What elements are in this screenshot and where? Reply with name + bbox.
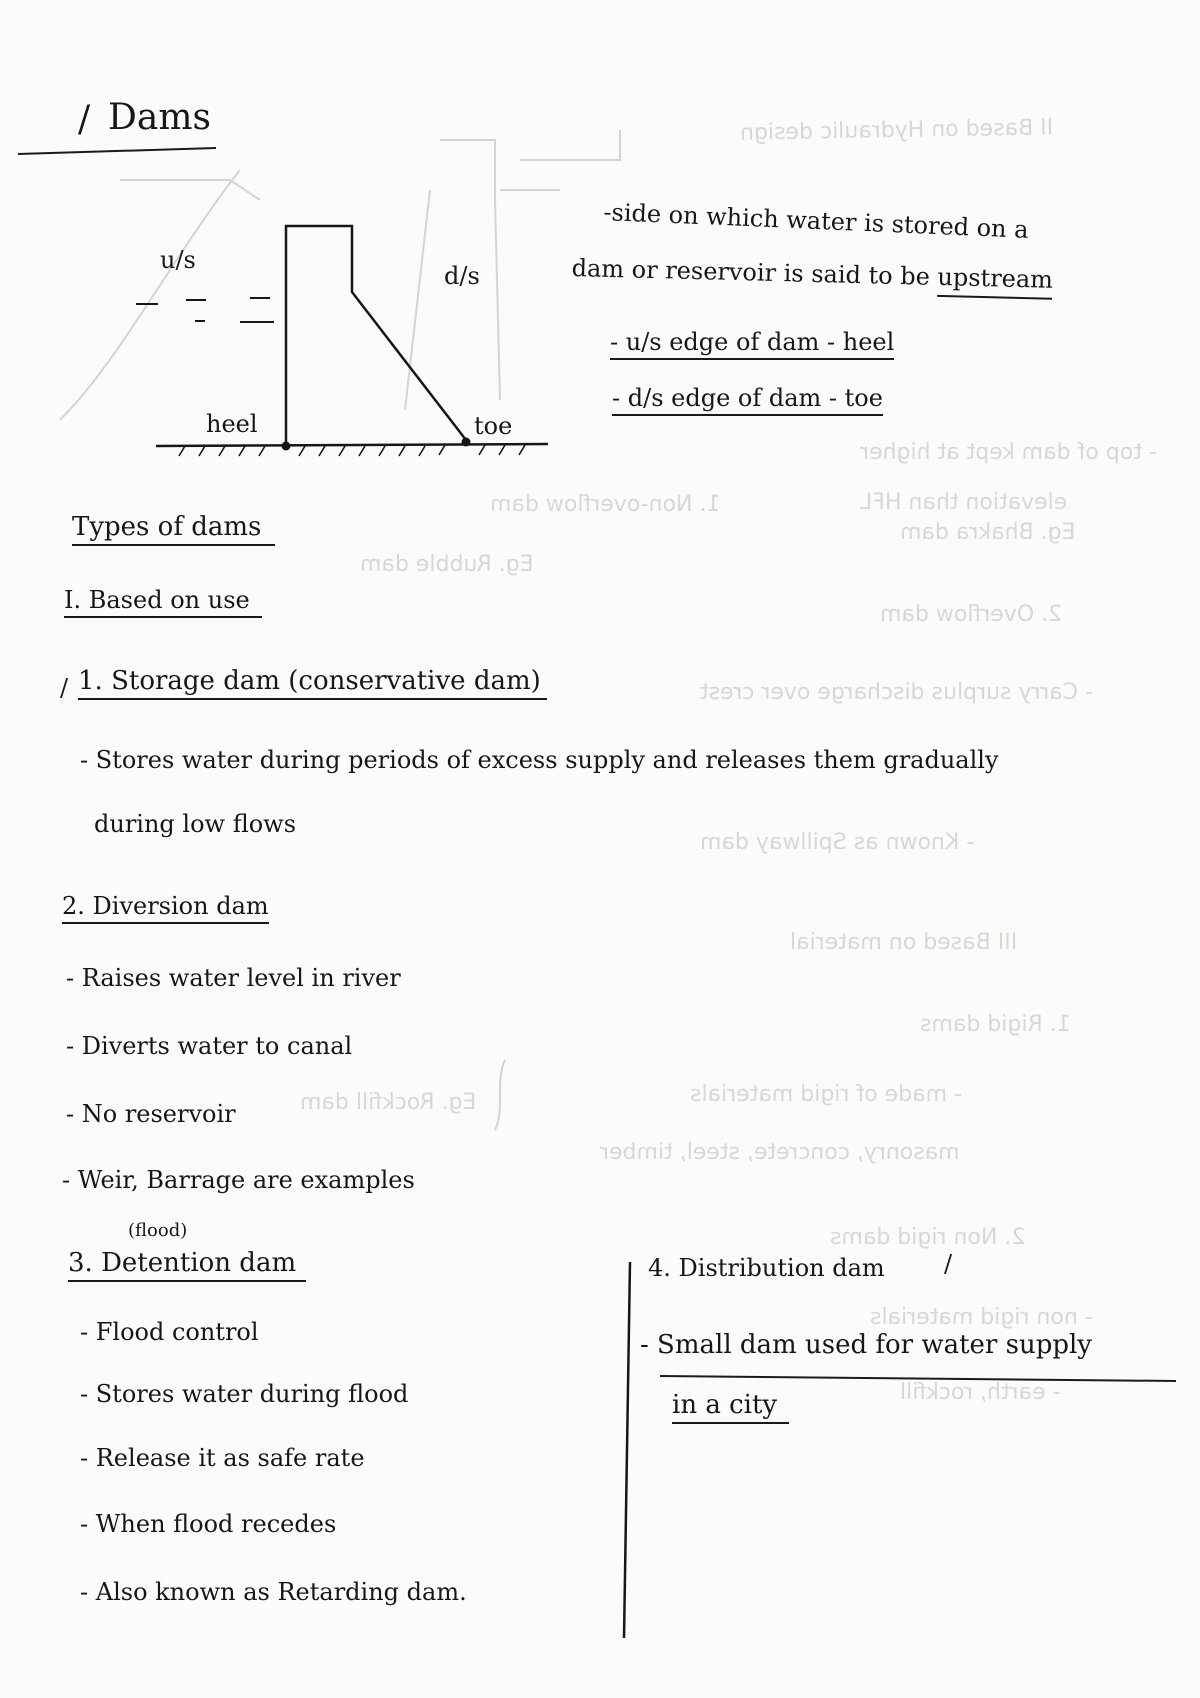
ghost-text: II Based on Hydraulic design [739, 115, 1054, 146]
storage-heading: 1. Storage dam (conservative dam) [78, 668, 547, 700]
detention-item: - Also known as Retarding dam. [80, 1578, 467, 1606]
detention-item: - Release it as safe rate [80, 1444, 365, 1472]
diversion-heading: 2. Diversion dam [62, 894, 269, 924]
ghost-text: Eg. Rockfill dam [300, 1090, 477, 1115]
upstream-term: upstream [937, 263, 1053, 300]
ghost-text: 1. Non-overflow dam [490, 492, 721, 517]
storage-tick: / [60, 674, 69, 702]
definition-prefix: dam or reservoir is said to be [571, 254, 931, 291]
ghost-text: Eg. Rubble dam [360, 552, 534, 577]
distribution-heading: 4. Distribution dam [648, 1254, 885, 1282]
heel-definition: - u/s edge of dam - heel [610, 330, 894, 360]
heel-label: heel [206, 410, 258, 438]
ghost-text: - made of rigid materials [690, 1082, 963, 1107]
ghost-text: - earth, rockfill [900, 1380, 1061, 1405]
distribution-tick: / [944, 1250, 953, 1278]
ghost-text: Eg. Bhakra dam [900, 520, 1076, 545]
detention-annotation: (flood) [128, 1220, 188, 1241]
heel-point [282, 442, 291, 451]
distribution-line-2: in a city [672, 1392, 789, 1424]
toe-point [462, 438, 471, 447]
ghost-text: III Based on material [790, 930, 1018, 955]
ghost-text: 1. Rigid dams [920, 1012, 1071, 1037]
toe-definition: - d/s edge of dam - toe [612, 386, 883, 416]
title-mark: / [78, 99, 91, 140]
ghost-text: - non rigid materials [870, 1305, 1093, 1330]
ghost-text: - Known as Spillway dam [700, 830, 975, 855]
distribution-line-1: - Small dam used for water supply [640, 1330, 1092, 1360]
detention-heading: 3. Detention dam [68, 1250, 306, 1282]
section-heading: I. Based on use [64, 588, 262, 618]
storage-line-2: during low flows [94, 810, 297, 838]
downstream-label: d/s [444, 262, 480, 290]
ghost-text: masonry, concrete, steel, timber [600, 1140, 960, 1165]
diversion-item: - No reservoir [66, 1100, 236, 1128]
dam-outline [286, 226, 466, 446]
toe-label: toe [474, 412, 513, 440]
page-title: Dams [108, 97, 211, 138]
ground-line [156, 444, 548, 446]
distribution-underline [660, 1376, 1176, 1381]
ghost-text: - Carry surplus discharge over crest [700, 680, 1093, 705]
title-underline [18, 148, 216, 154]
definition-line-1: -side on which water is stored on a [602, 198, 1030, 244]
column-divider [624, 1262, 630, 1638]
types-heading: Types of dams [72, 514, 275, 546]
detention-item: - When flood recedes [80, 1510, 337, 1538]
detention-item: - Stores water during flood [80, 1380, 409, 1408]
diversion-item: - Diverts water to canal [66, 1032, 353, 1060]
diversion-item: - Weir, Barrage are examples [62, 1166, 415, 1194]
detention-item: - Flood control [80, 1318, 259, 1346]
storage-line-1: - Stores water during periods of excess supply and releases them gradually [80, 746, 999, 774]
ghost-text: 2. Non rigid dams [830, 1225, 1026, 1250]
upstream-label: u/s [160, 246, 196, 274]
ghost-text: - top of dam kept at higher [860, 440, 1157, 465]
ghost-text: 2. Overflow dam [880, 602, 1063, 627]
water-level-dashes [136, 298, 274, 322]
ghost-text: elevation than HFL [860, 490, 1068, 515]
diversion-item: - Raises water level in river [66, 964, 401, 992]
